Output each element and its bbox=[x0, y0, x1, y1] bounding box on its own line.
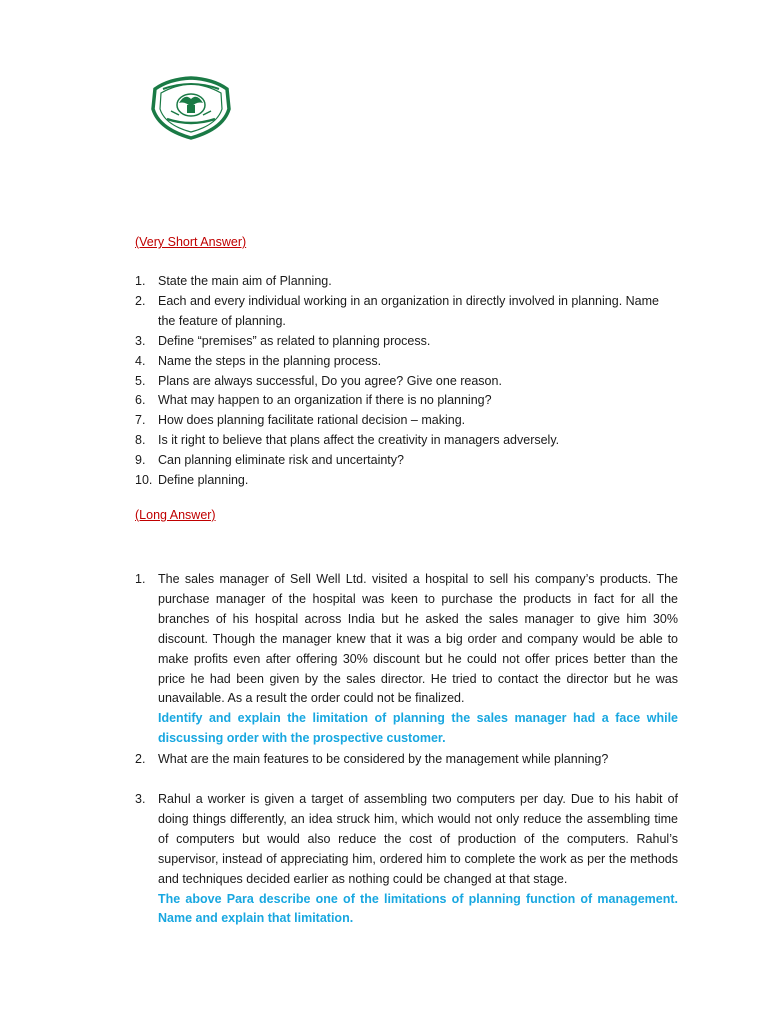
question-body: Rahul a worker is given a target of assembling two computers per day. Due to his habit of doing things differently, an idea struck him, which would not only reduce the assembling time of computers but would also reduce the cost of production of the computers. Rahul’s supervisor, instead of appreciating him, ordered him to complete the work as per the methods and techniques decided earlier as nothing could be changed at that stage. bbox=[158, 792, 678, 886]
list-item: 7. How does planning facilitate rational decision – making. bbox=[135, 413, 466, 428]
very-short-question-list bbox=[135, 272, 678, 491]
list-item: 3. Define “premises” as related to planning process. bbox=[135, 333, 431, 348]
list-item: 2. Each and every individual working in an organization in directly involved in planning. Name the feature of planning. bbox=[135, 293, 659, 328]
school-crest-icon bbox=[149, 75, 233, 141]
long-question-list bbox=[135, 570, 678, 749]
list-item: 9. Can planning eliminate risk and uncertainty? bbox=[135, 453, 404, 468]
question-prompt: The above Para describe one of the limitations of planning function of management. Name and explain that limitation. bbox=[158, 891, 678, 926]
long-question-list bbox=[135, 790, 678, 929]
list-item: 5. Plans are always successful, Do you agree? Give one reason. bbox=[135, 373, 502, 388]
list-item: 10. Define planning. bbox=[135, 473, 249, 488]
list-item: 8. Is it right to believe that plans affect the creativity in managers adversely. bbox=[135, 433, 560, 448]
long-answer-heading: (Long Answer) bbox=[135, 508, 216, 522]
question-prompt: Identify and explain the limitation of planning the sales manager had a face while discussing order with the prospective customer. bbox=[158, 711, 678, 746]
long-question-list bbox=[135, 750, 678, 770]
question-body: What are the main features to be considered by the management while planning? bbox=[158, 752, 609, 766]
list-item: 2. What are the main features to be considered by the management while planning? bbox=[135, 752, 609, 766]
question-body: The sales manager of Sell Well Ltd. visited a hospital to sell his company’s products. The purchase manager of the hospital was keen to purchase the products in fact for all the branches of his hospital across India but he asked the sales manager to give him 30% discount. Though the manager knew that it was a big order and company would be able to make profits even after offering 30% discount but he could not offer prices better than the price he had been given by the sales director. He tried to contact the director but he was unavailable. As a result the order could not be finalized. bbox=[158, 572, 678, 706]
list-item: 6. What may happen to an organization if there is no planning? bbox=[135, 393, 492, 408]
list-item: 4. Name the steps in the planning process. bbox=[135, 353, 382, 368]
list-item: 3. Rahul a worker is given a target of assembling two computers per day. Due to his habit of doing things differently, an idea struck him, which would not only reduce the assembling time of computers but would also reduce the cost of production of the computers. Rahul’s supervisor, instead of appreciating him, ordered him to complete the work as per the methods and techniques decided earlier as nothing could be changed at that stage. The above Para describe one of the limitations of planning function of management. Name and explain that limitation. bbox=[135, 790, 678, 929]
list-item: 1. The sales manager of Sell Well Ltd. visited a hospital to sell his company’s products. The purchase manager of the hospital was keen to purchase the products in fact for all the branches of his hospital across India but he asked the sales manager to give him 30% discount. Though the manager knew that it was a big order and company would be able to make profits even after offering 30% discount but he could not offer prices better than the price he had been given by the sales director. He tried to contact the director but he was unavailable. As a result the order could not be finalized. Identify and explain the limitation of planning the sales manager had a face while discussing order with the prospective customer. bbox=[135, 570, 678, 749]
very-short-answer-heading: (Very Short Answer) bbox=[135, 235, 247, 249]
list-item: 1. State the main aim of Planning. bbox=[135, 274, 332, 288]
